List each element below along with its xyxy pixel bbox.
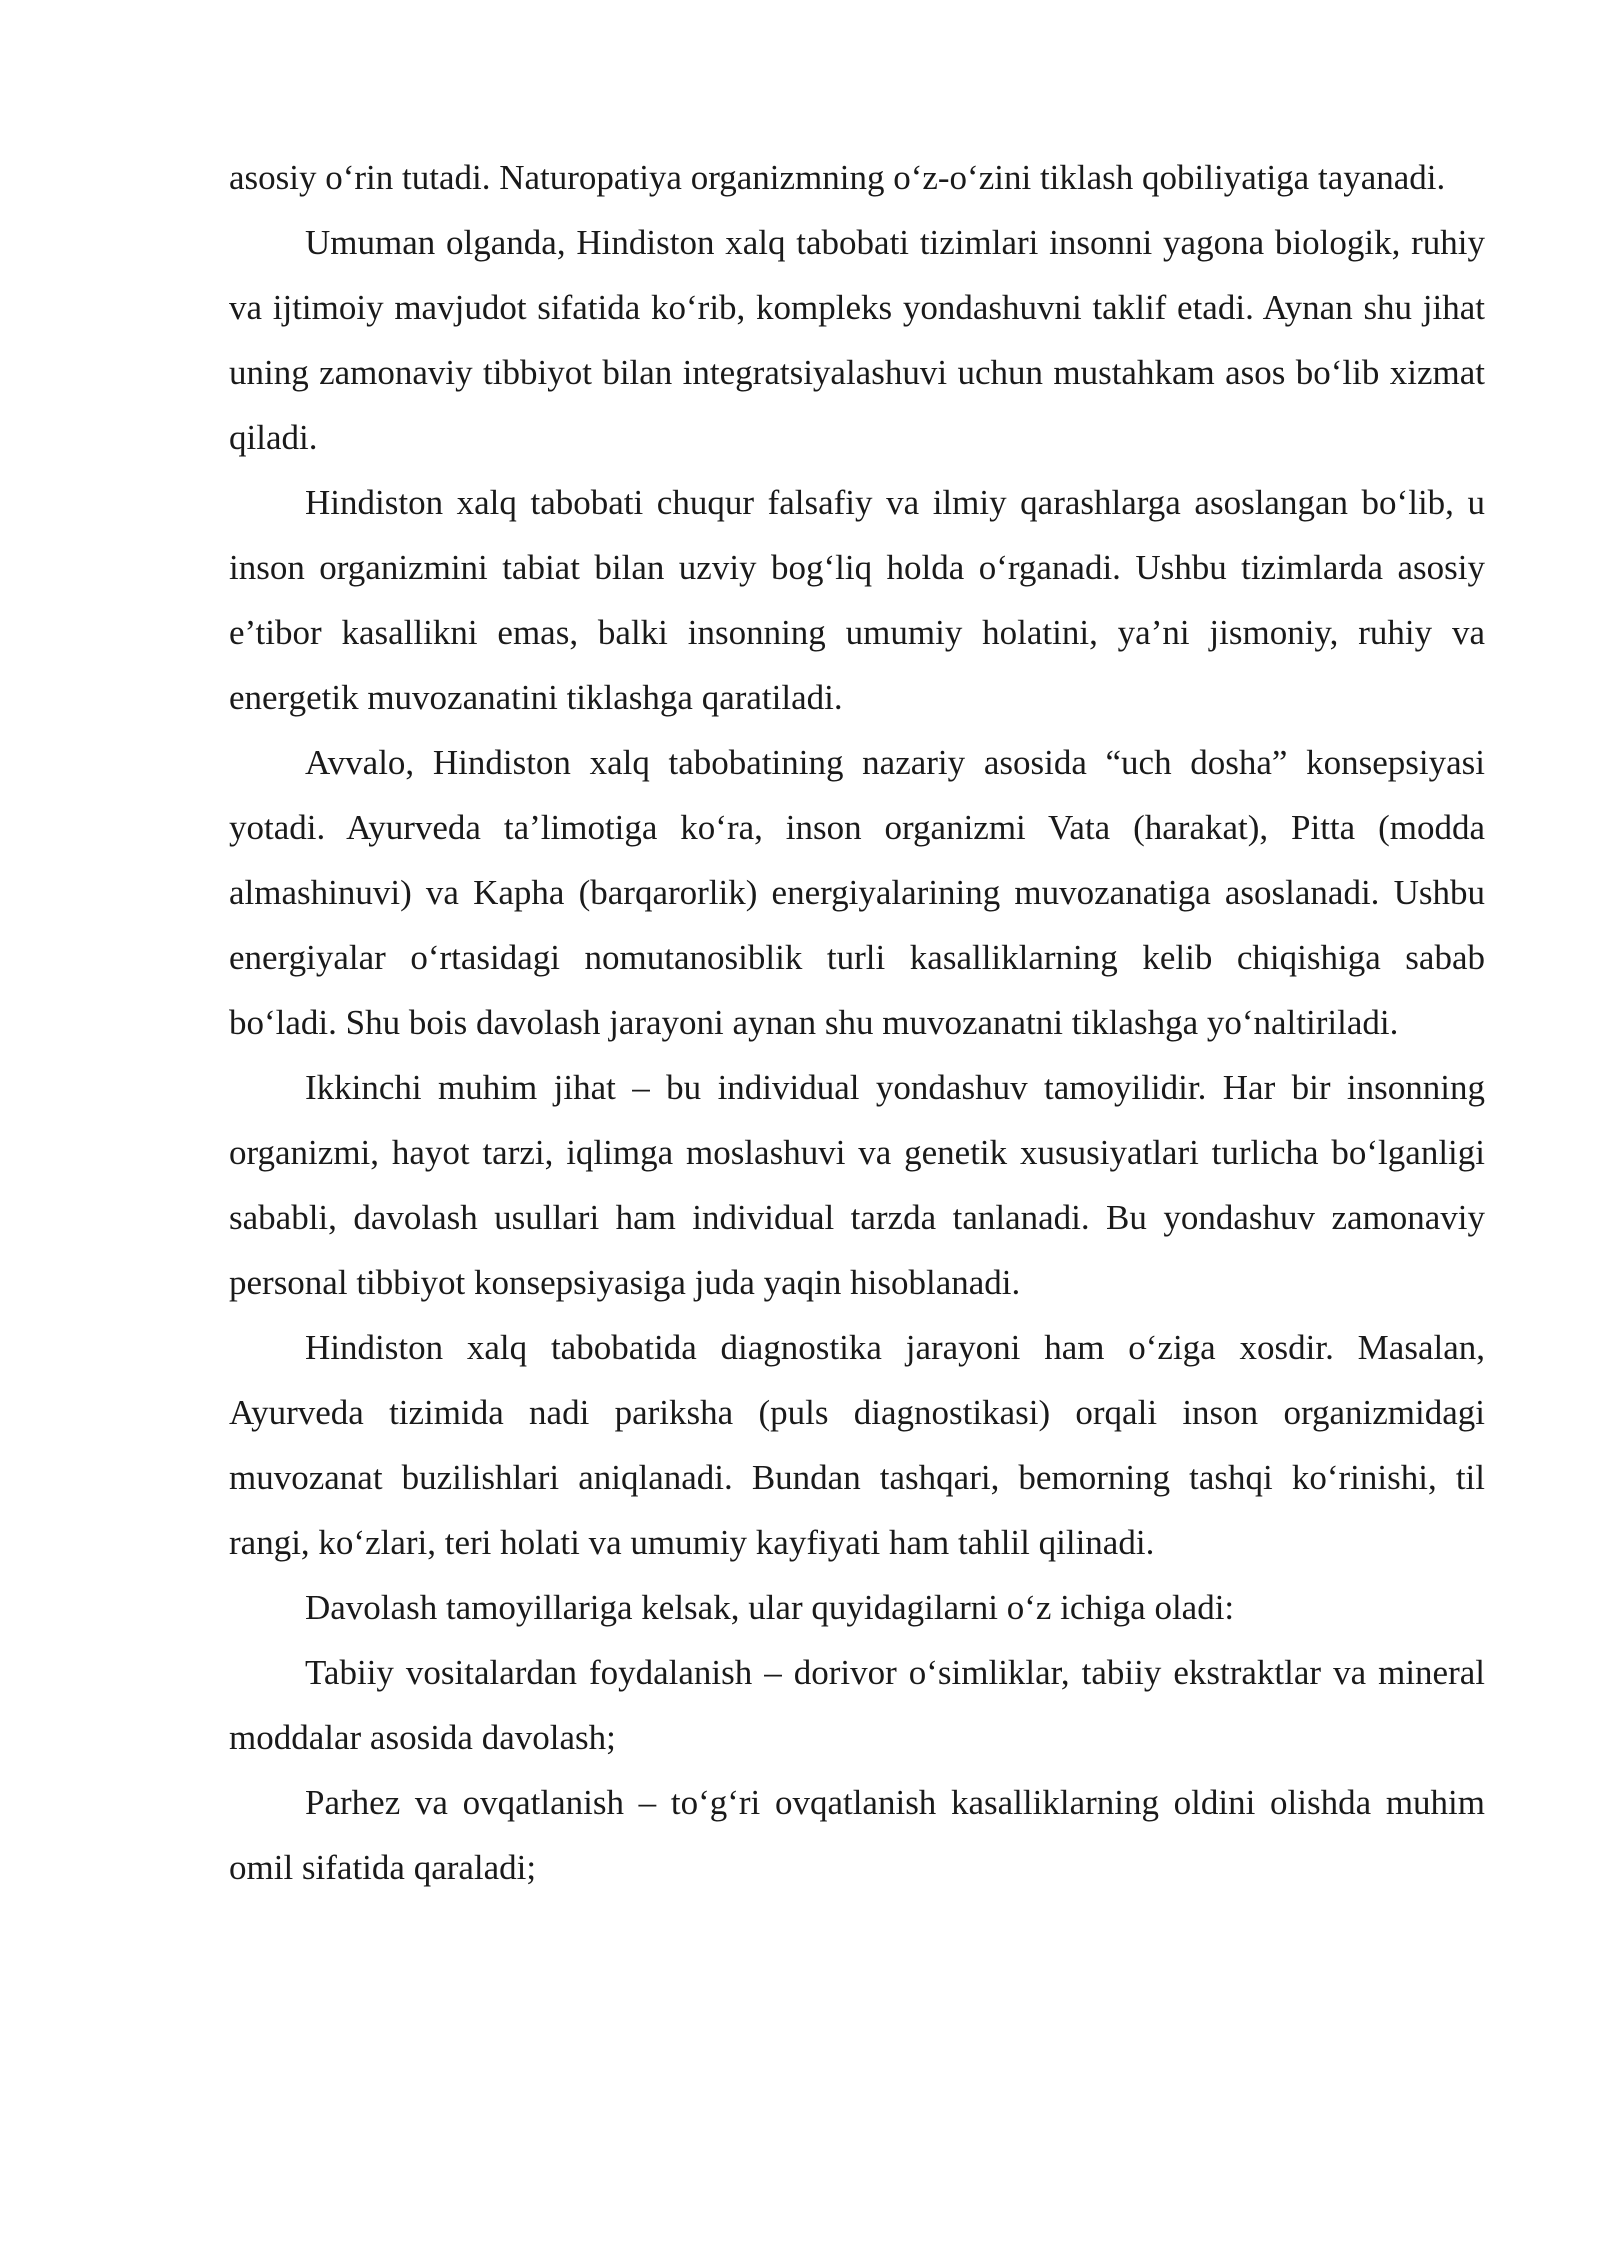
paragraph-diagnostics: Hindiston xalq tabobatida diagnostika jarayoni ham o‘ziga xosdir. Masalan, Ayurveda tizimida nadi pariksha (puls diagnostikasi) orqali inson organizmidagi muvozanat buzilishlari aniqlanadi. Bundan tashqari, bemorning tashqi ko‘rinishi, til rangi, ko‘zlari, teri holati va umumiy kayfiyati ham tahlil qilinadi. <box>229 1328 1485 1562</box>
paragraph-philosophy: Hindiston xalq tabobati chuqur falsafiy va ilmiy qarashlarga asoslangan bo‘lib, u inson organizmini tabiat bilan uzviy bog‘liq holda o‘rganadi. Ushbu tizimlarda asosiy e’tibor kasallikni emas, balki insonning umumiy holatini, ya’ni jismoniy, ruhiy va energetik muvozanatini tiklashga qaratiladi. <box>229 483 1485 717</box>
paragraph-continuation: asosiy o‘rin tutadi. Naturopatiya organizmning o‘z-o‘zini tiklash qobiliyatiga tayanadi. <box>229 158 1446 197</box>
paragraph-summary: Umuman olganda, Hindiston xalq tabobati tizimlari insonni yagona biologik, ruhiy va ijtimoiy mavjudot sifatida ko‘rib, kompleks yondashuvni taklif etadi. Aynan shu jihat uning zamonaviy tibbiyot bilan integratsiyalashuvi uchun mustahkam asos bo‘lib xizmat qiladi. <box>229 223 1485 457</box>
paragraph-diet: Parhez va ovqatlanish – to‘g‘ri ovqatlanish kasalliklarning oldini olishda muhim omil sifatida qaraladi; <box>229 1783 1485 1887</box>
paragraph-three-doshas: Avvalo, Hindiston xalq tabobatining nazariy asosida “uch dosha” konsepsiyasi yotadi. Ayurveda ta’limotiga ko‘ra, inson organizmi Vata (harakat), Pitta (modda almashinuvi) va Kapha (barqarorlik) energiyalarining muvozanatiga asoslanadi. Ushbu energiyalar o‘rtasidagi nomutanosiblik turli kasalliklarning kelib chiqishiga sabab bo‘ladi. Shu bois davolash jarayoni aynan shu muvozanatni tiklashga yo‘naltiriladi. <box>229 743 1485 1042</box>
paragraph-natural-remedies: Tabiiy vositalardan foydalanish – dorivor o‘simliklar, tabiiy ekstraktlar va mineral moddalar asosida davolash; <box>229 1653 1485 1757</box>
body-text <box>229 145 1485 1900</box>
paragraph-individual-approach: Ikkinchi muhim jihat – bu individual yondashuv tamoyilidir. Har bir insonning organizmi, hayot tarzi, iqlimga moslashuvi va genetik xususiyatlari turlicha bo‘lganligi sababli, davolash usullari ham individual tarzda tanlanadi. Bu yondashuv zamonaviy personal tibbiyot konsepsiyasiga juda yaqin hisoblanadi. <box>229 1068 1485 1302</box>
paragraph-treatment-intro: Davolash tamoyillariga kelsak, ular quyidagilarni o‘z ichiga oladi: <box>305 1588 1235 1627</box>
